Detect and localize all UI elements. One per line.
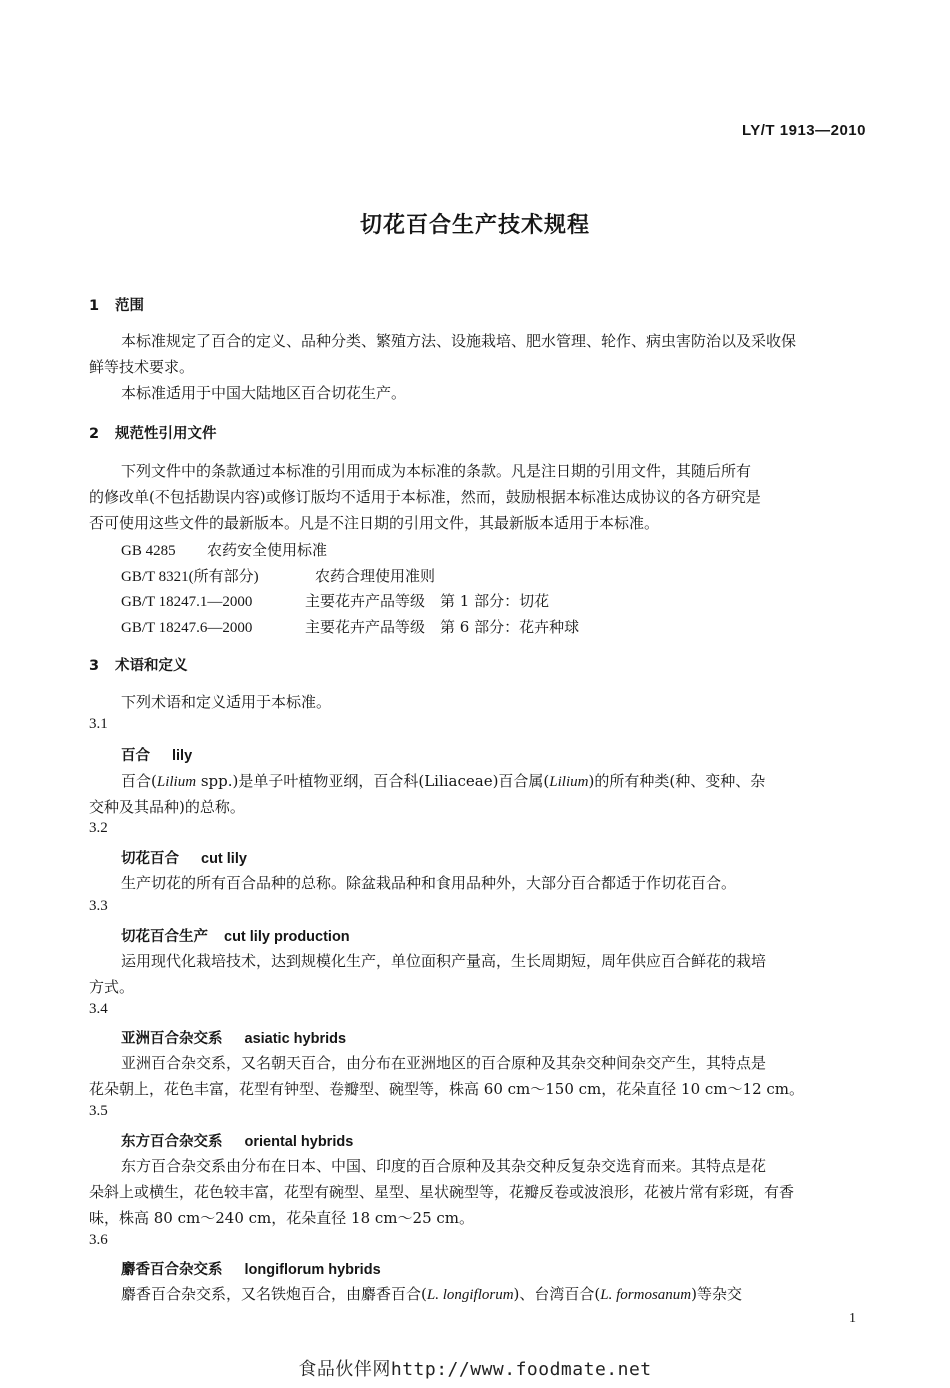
section-3-heading: 3 术语和定义: [89, 658, 188, 674]
footer-site-name: 食品伙伴网: [298, 1359, 391, 1380]
reference-item: GB/T 18247.6—2000 主要花卉产品等级 第 6 部分：花卉种球: [121, 618, 580, 636]
footer-url[interactable]: http://www.foodmate.net: [390, 1359, 652, 1380]
reference-item: GB/T 8321(所有部分) 农药合理使用准则: [121, 567, 436, 585]
term-number: 3.1: [89, 716, 108, 732]
term-definition-line: 朵斜上或横生，花色较丰富，花型有碗型、星型、星状碗型等，花瓣反卷或波浪形，花被片常有彩斑，有香: [89, 1183, 795, 1201]
term-definition-line: 花朵朝上，花色丰富，花型有钟型、卷瓣型、碗型等，株高 60 cm～150 cm，花朵直径 10 cm～12 cm。: [89, 1080, 805, 1098]
term-heading: 麝香百合杂交系 longiflorum hybrids: [121, 1262, 381, 1278]
term-number: 3.2: [89, 820, 108, 836]
term-definition-line: 百合(Lilium spp.)是单子叶植物亚纲，百合科(Liliaceae)百合属(Lilium)的所有种类(种、变种、杂: [121, 772, 766, 790]
term-definition-line: 亚洲百合杂交系，又名朝天百合，由分布在亚洲地区的百合原种及其杂交种间杂交产生，其特点是: [121, 1054, 767, 1072]
sec1-paragraph-line: 鲜等技术要求。: [89, 358, 195, 376]
term-heading: 切花百合 cut lily: [121, 851, 247, 867]
term-heading: 切花百合生产 cut lily production: [121, 929, 350, 945]
term-heading: 东方百合杂交系 oriental hybrids: [121, 1134, 354, 1150]
term-heading: 亚洲百合杂交系 asiatic hybrids: [121, 1031, 347, 1047]
term-definition-line: 运用现代化栽培技术，达到规模化生产，单位面积产量高，生长周期短，周年供应百合鲜花的栽培: [121, 952, 767, 970]
term-definition-line: 味，株高 80 cm～240 cm，花朵直径 18 cm～25 cm。: [89, 1209, 474, 1227]
footer-watermark: [0, 1355, 950, 1381]
reference-item: GB 4285 农药安全使用标准: [121, 541, 328, 559]
term-definition-line: 麝香百合杂交系，又名铁炮百合，由麝香百合(L. longiflorum)、台湾百合(L. formosanum)等杂交: [121, 1285, 742, 1303]
term-number: 3.5: [89, 1103, 108, 1119]
term-number: 3.6: [89, 1232, 108, 1248]
term-definition-line: 生产切花的所有百合品种的总称。除盆栽品种和食用品种外，大部分百合都适于作切花百合。: [121, 874, 737, 892]
term-definition-line: 东方百合杂交系由分布在日本、中国、印度的百合原种及其杂交种反复杂交选育而来。其特点是花: [121, 1157, 767, 1175]
section-2-heading: 2 规范性引用文件: [89, 426, 217, 442]
page-number: 1: [849, 1311, 856, 1326]
sec1-paragraph-line: 本标准规定了百合的定义、品种分类、繁殖方法、设施栽培、肥水管理、轮作、病虫害防治以及采收保: [121, 332, 797, 350]
reference-item: GB/T 18247.1—2000 主要花卉产品等级 第 1 部分：切花: [121, 592, 550, 610]
term-definition-line: 方式。: [89, 978, 135, 996]
sec1-paragraph: 本标准适用于中国大陆地区百合切花生产。: [121, 384, 407, 402]
sec2-paragraph-line: 否可使用这些文件的最新版本。凡是不注日期的引用文件，其最新版本适用于本标准。: [89, 514, 660, 532]
document-title: 切花百合生产技术规程: [359, 213, 590, 238]
section-1-heading: 1 范围: [89, 298, 144, 314]
term-number: 3.4: [89, 1001, 108, 1017]
sec2-paragraph-line: 下列文件中的条款通过本标准的引用而成为本标准的条款。凡是注日期的引用文件，其随后所有: [121, 462, 752, 480]
sec3-intro: 下列术语和定义适用于本标准。: [121, 693, 332, 711]
sec2-paragraph-line: 的修改单(不包括勘误内容)或修订版均不适用于本标准，然而，鼓励根据本标准达成协议的各方研究是: [89, 488, 761, 506]
term-definition-line: 交种及其品种)的总称。: [89, 798, 245, 816]
standard-code: LY/T 1913—2010: [741, 122, 866, 139]
term-number: 3.3: [89, 898, 108, 914]
term-heading: 百合 lily: [121, 748, 193, 764]
